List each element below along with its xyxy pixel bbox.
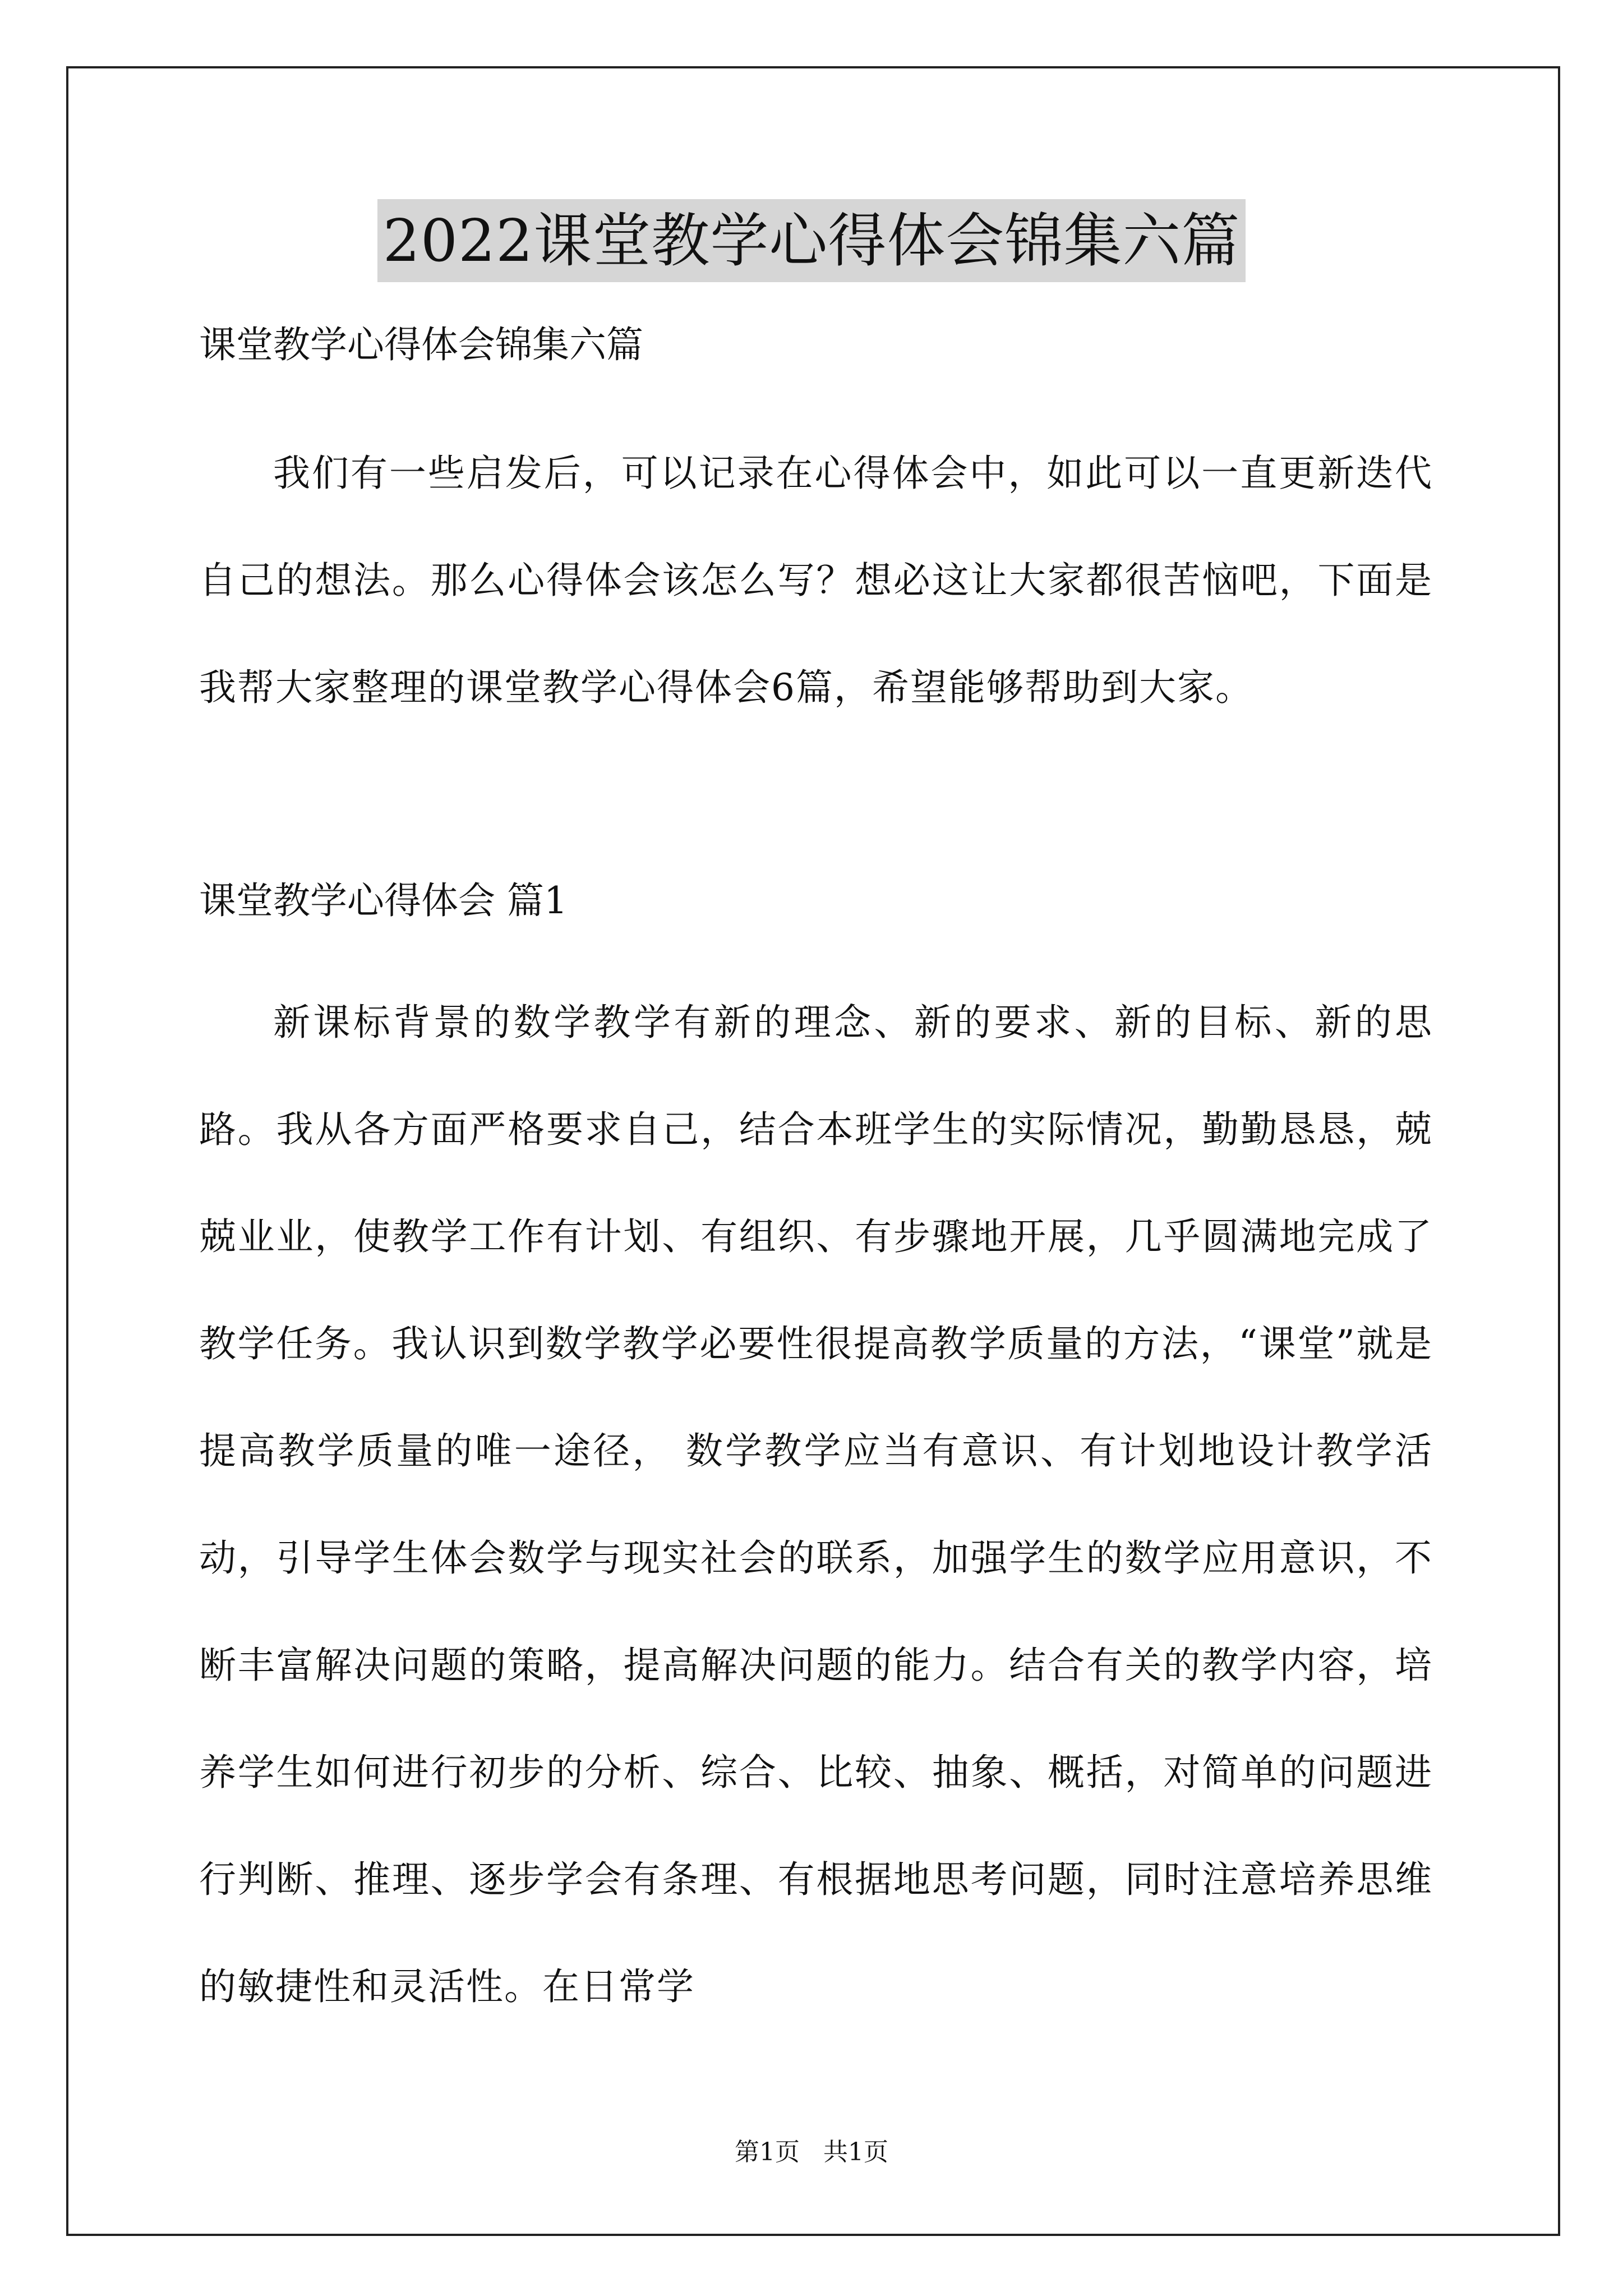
page-total: 共1页 <box>823 2138 888 2166</box>
section-heading: 课堂教学心得体会 篇1 <box>199 879 568 922</box>
intro-paragraph: 我们有一些启发后，可以记录在心得体会中，如此可以一直更新迭代自己的想法。那么心得体会该怎么写？想必这让大家都很苦恼吧，下面是我帮大家整理的课堂教学心得体会6篇，希望能够帮助到大家。 <box>199 452 1433 709</box>
document-body <box>199 303 1433 2040</box>
spacer <box>199 387 1433 420</box>
page-number: 第1页 <box>735 2138 800 2166</box>
title-container <box>0 199 1623 282</box>
spacer <box>199 741 1433 859</box>
section-paragraph: 新课标背景的数学教学有新的理念、新的要求、新的目标、新的思路。我从各方面严格要求自己，结合本班学生的实际情况，勤勤恳恳，兢兢业业，使教学工作有计划、有组织、有步骤地开展，几乎圆满地完成了教学任务。我认识到数学教学必要性很提高教学质量的方法，“课堂”就是提高教学质量的唯一途径， 数学教学应当有意识、有计划地设计教学活动，引导学生体会数学与现实社会的联系，加强学生的数学应用意识，不断丰富解决问题的策略，提高解决问题的能力。结合有关的教学内容，培养学生如何进行初步的分析、综合、比较、抽象、概括，对简单的问题进行判断、推理、逐步学会有条理、有根据地思考问题，同时注意培养思维的敏捷性和灵活性。在日常学 <box>199 1001 1433 2008</box>
document-subtitle: 课堂教学心得体会锦集六篇 <box>199 323 643 366</box>
spacer <box>199 943 1433 969</box>
page-footer <box>0 2132 1623 2168</box>
document-title: 2022课堂教学心得体会锦集六篇 <box>377 199 1246 282</box>
